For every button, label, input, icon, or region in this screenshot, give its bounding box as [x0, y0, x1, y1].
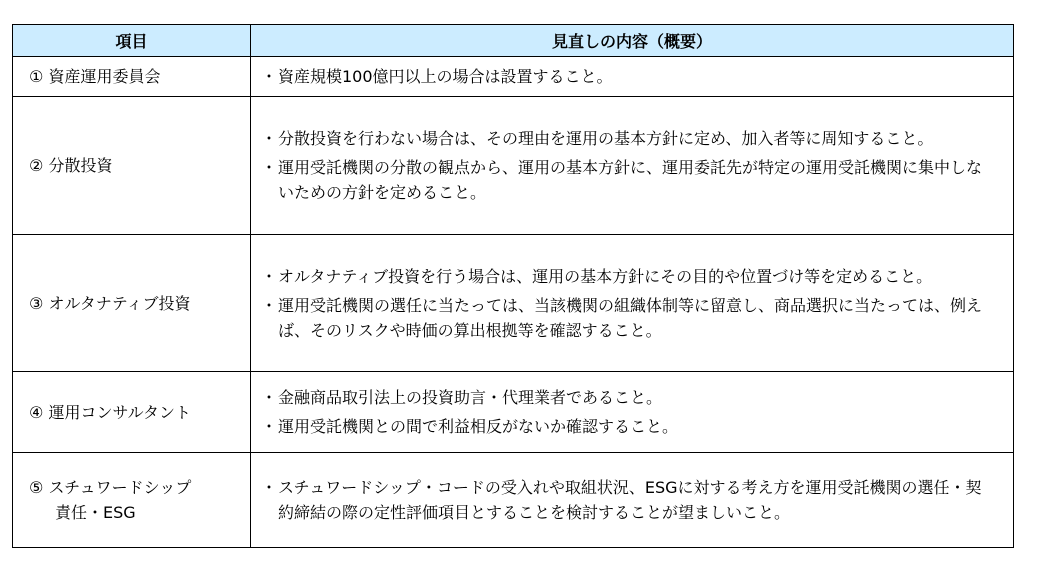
- table-row: [13, 57, 1014, 97]
- list-item: ・オルタナティブ投資を行う場合は、運用の基本方針にその目的や位置づけ等を定めること。: [261, 266, 933, 286]
- content-cell: [251, 453, 1014, 548]
- table-row: [13, 97, 1014, 235]
- content-cell: [251, 372, 1014, 453]
- header-content: 見直しの内容（概要）: [251, 25, 1014, 57]
- review-table: [12, 24, 1014, 548]
- table-row: [13, 453, 1014, 548]
- item-cell: [13, 97, 251, 235]
- list-item: ・運用受託機関の選任に当たっては、当該機関の組織体制等に留意し、商品選択に当たっては、例えば、そのリスクや時価の算出根拠等を確認すること。: [261, 295, 983, 340]
- list-item: ・金融商品取引法上の投資助言・代理業者であること。: [261, 388, 663, 407]
- content-cell: [251, 235, 1014, 372]
- item-number: ⑤: [29, 478, 44, 497]
- table-row: [13, 372, 1014, 453]
- item-cell: [13, 57, 251, 97]
- content-cell: [251, 97, 1014, 235]
- list-item: ・分散投資を行わない場合は、その理由を運用の基本方針に定め、加入者等に周知すること。: [261, 129, 934, 148]
- list-item: ・運用受託機関との間で利益相反がないか確認すること。: [261, 417, 679, 436]
- table-header-row: [13, 25, 1014, 57]
- item-number: ②: [29, 156, 44, 175]
- item-number: ①: [29, 67, 44, 86]
- item-number: ④: [29, 402, 44, 422]
- item-cell: [13, 453, 251, 548]
- item-label: 資産運用委員会: [48, 67, 161, 86]
- list-item: ・運用受託機関の分散の観点から、運用の基本方針に、運用委託先が特定の運用受託機関に集中しないための方針を定めること。: [261, 158, 983, 202]
- item-number: ③: [29, 293, 44, 313]
- item-label: スチュワードシップ: [48, 478, 192, 497]
- list-item: ・資産規模100億円以上の場合は設置すること。: [261, 67, 613, 86]
- item-cell: [13, 235, 251, 372]
- header-item: 項目: [13, 25, 251, 57]
- item-label-line2: 責任・ESG: [55, 503, 136, 522]
- item-label: オルタナティブ投資: [48, 293, 191, 313]
- content-cell: [251, 57, 1014, 97]
- list-item: ・スチュワードシップ・コードの受入れや取組状況、ESGに対する考え方を運用受託機関の選任・契約締結の際の定性評価項目とすることを検討することが望ましいこと。: [261, 478, 982, 522]
- item-label: 運用コンサルタント: [48, 402, 191, 422]
- item-label: 分散投資: [48, 156, 113, 175]
- table-row: [13, 235, 1014, 372]
- item-cell: [13, 372, 251, 453]
